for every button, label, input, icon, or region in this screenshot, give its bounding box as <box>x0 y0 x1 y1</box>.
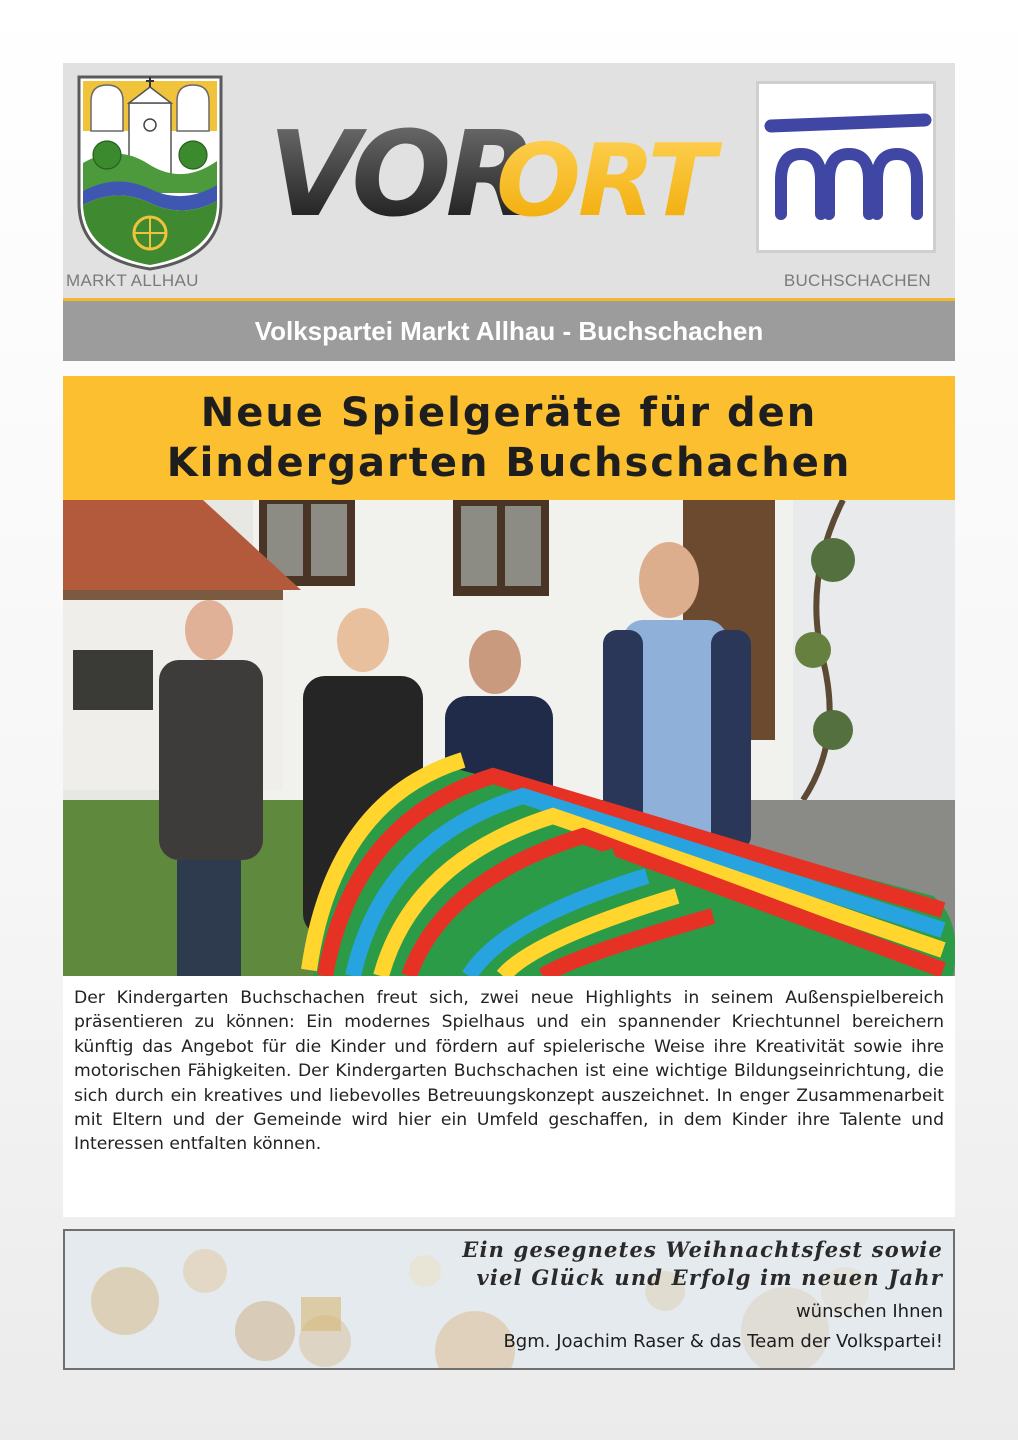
article-title <box>63 376 955 500</box>
signature-line-1: wünschen Ihnen <box>795 1301 943 1322</box>
footer-greeting <box>63 1229 955 1370</box>
article-body-text: Der Kindergarten Buchschachen freut sich, zwei neue Highlights in seinem Außenspielbereich präsentieren zu können: Ein modernes Spielhaus und ein spannender Kriechtunnel bereichern künftig das Angebot für die Kinder und fördern auf spielerische Weise ihre Kreativität sowie ihre motorischen Fähigkeiten. Der Kindergarten Buchschachen ist eine wichtige Bildungseinrichtung, die sich durch ein kreatives und liebevolles Betreuungskonzept auszeichnet. In enger Zusammenarbeit mit Eltern und der Gemeinde wird hier ein Umfeld geschaffen, in dem Kinder ihre Talente und Interessen entfalten können. <box>74 988 944 1155</box>
article-body <box>63 976 955 1217</box>
title-line-1: Neue Spielgeräte für den <box>200 390 818 436</box>
title-line-2: Kindergarten Buchschachen <box>166 440 852 486</box>
buchschachen-arch-icon <box>756 81 936 253</box>
article-photo <box>63 500 955 976</box>
greeting-line-1: Ein gesegnetes Weihnachtsfest sowie <box>462 1237 943 1262</box>
banner-title: Volkspartei Markt Allhau - Buchschachen <box>63 301 955 361</box>
logo-part-ort: ORT <box>496 122 713 233</box>
markt-allhau-crest-icon <box>77 73 223 273</box>
header <box>63 63 955 298</box>
place-name-markt-allhau: MARKT ALLHAU <box>66 271 199 290</box>
vorort-logo <box>268 103 728 233</box>
greeting-line-2: viel Glück und Erfolg im neuen Jahr <box>476 1265 943 1290</box>
logo-part-vor: VOR <box>268 105 531 233</box>
signature-line-2: Bgm. Joachim Raser & das Team der Volkspartei! <box>503 1331 943 1352</box>
place-name-buchschachen: BUCHSCHACHEN <box>783 271 931 290</box>
